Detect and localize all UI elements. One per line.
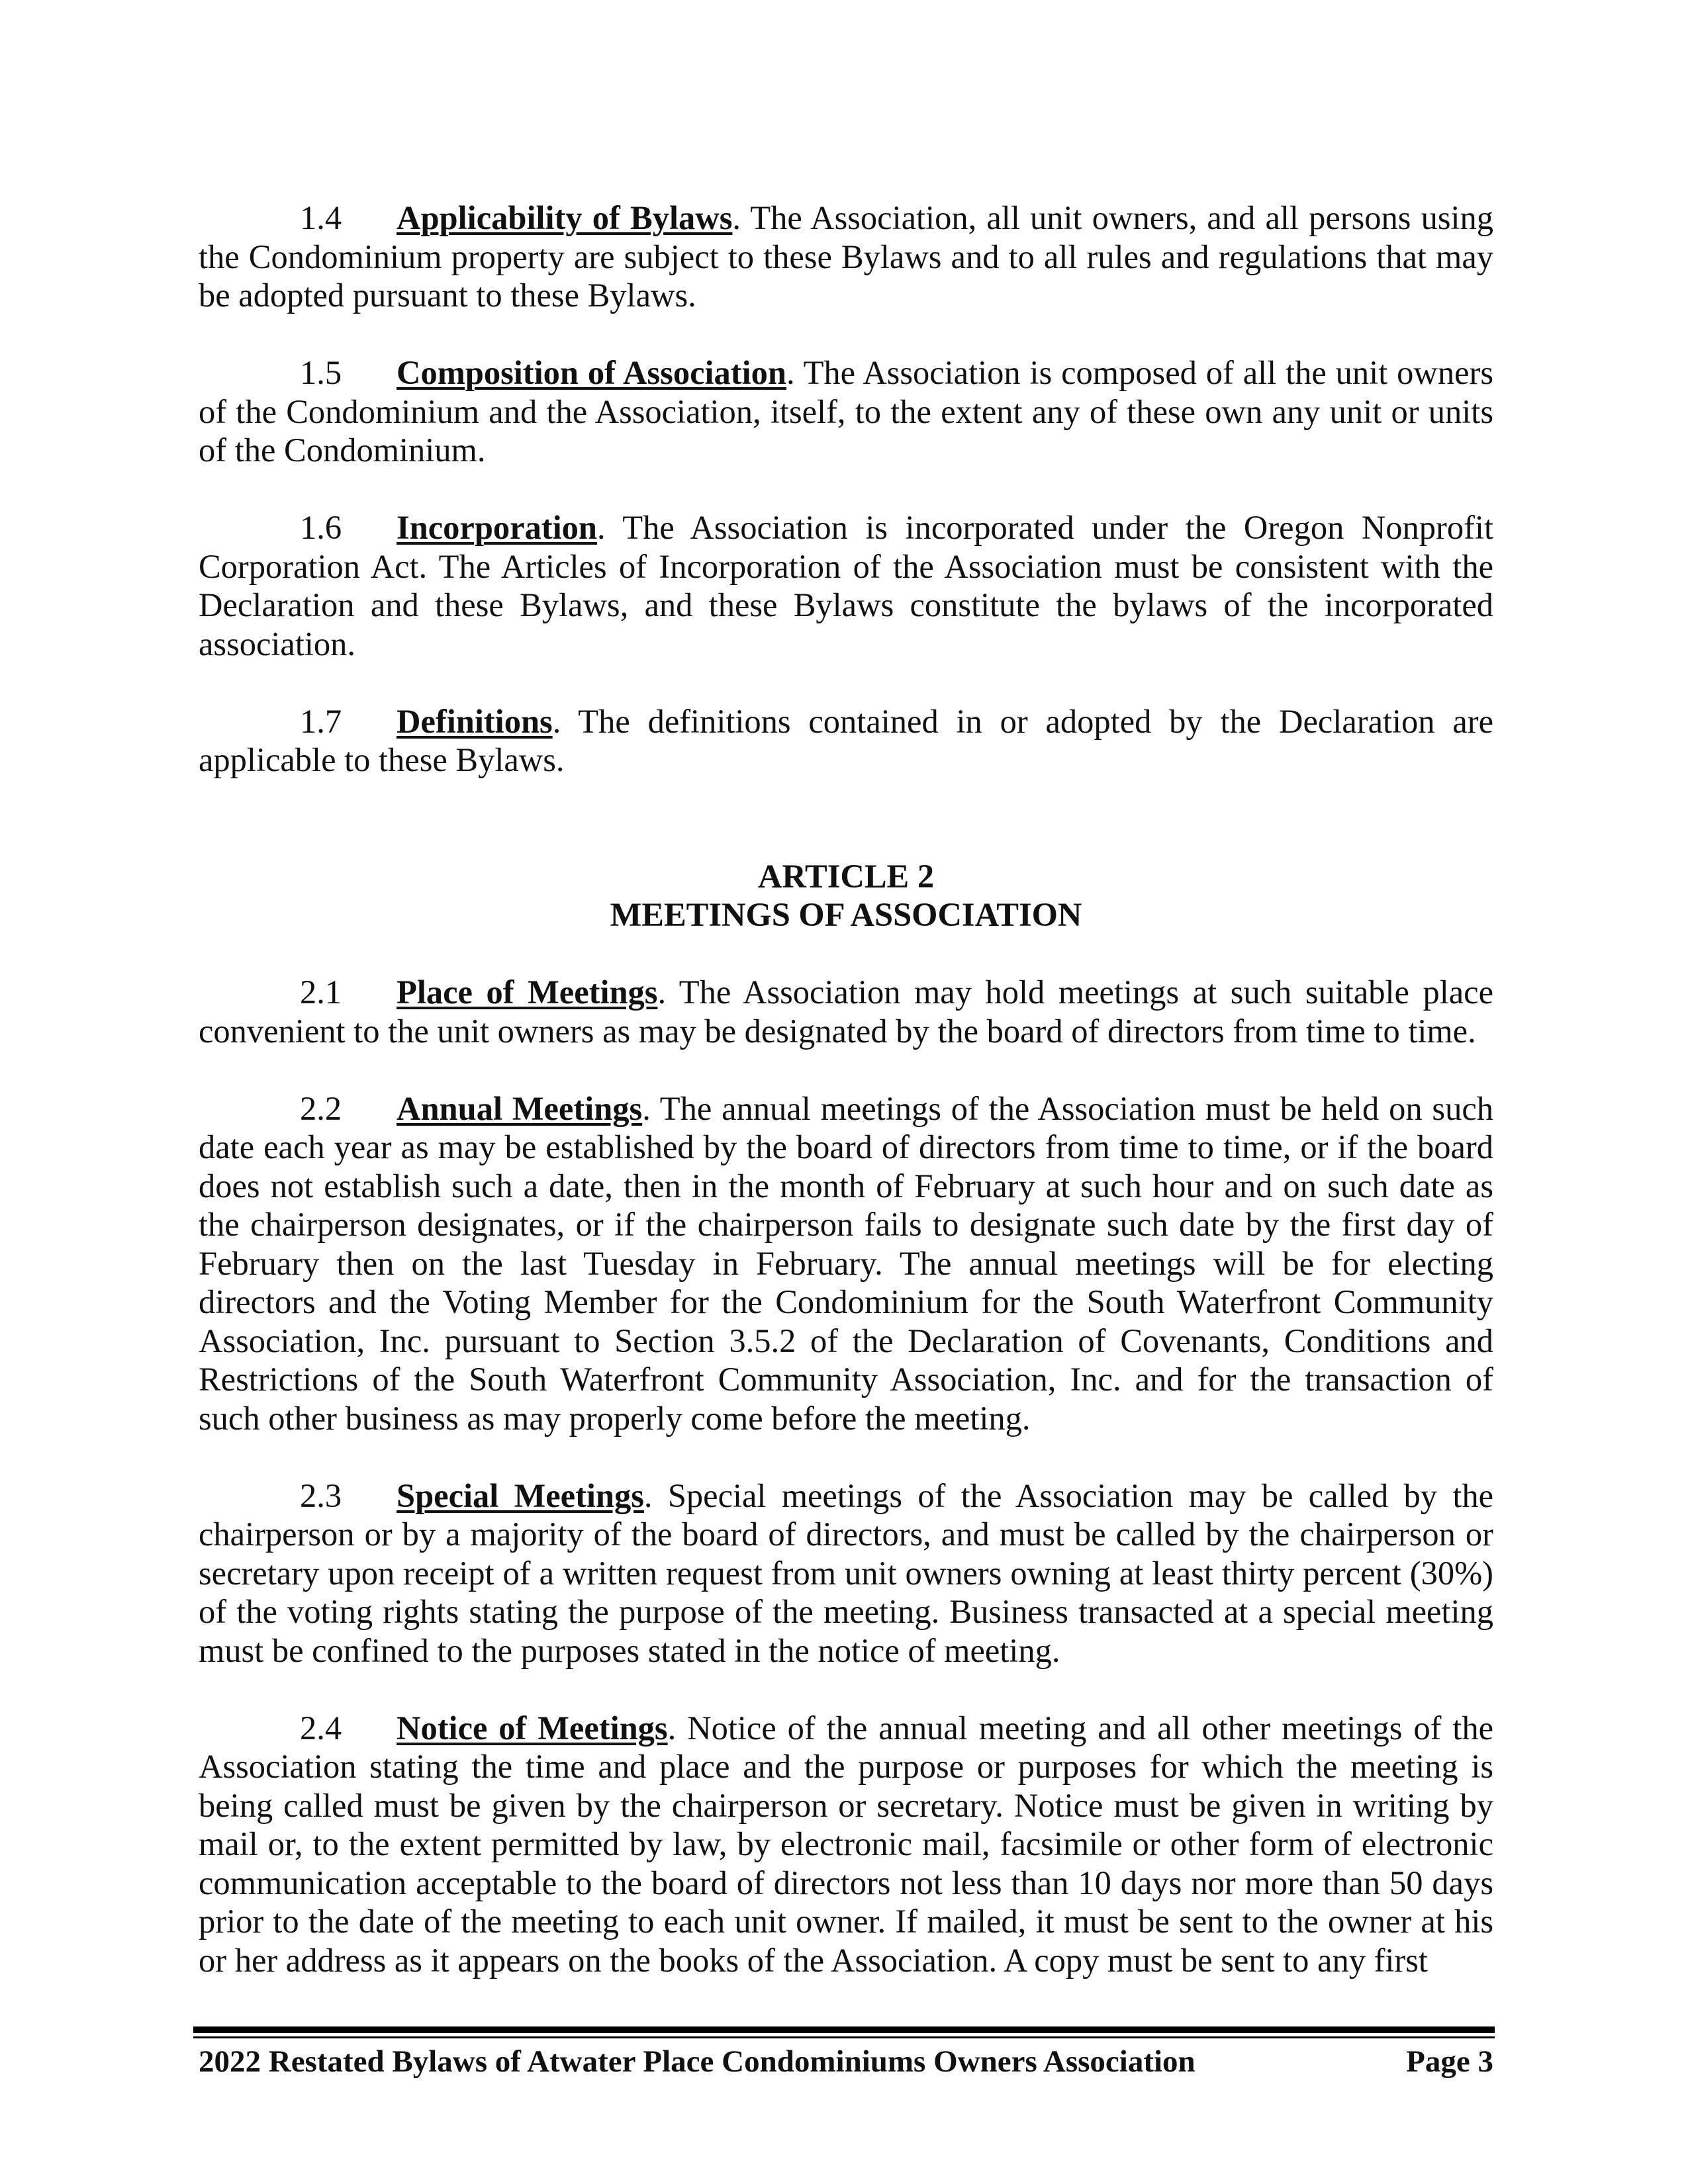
footer-rule-thick bbox=[193, 2026, 1495, 2033]
section-number: 1.5 bbox=[300, 354, 342, 391]
section-text: The annual meetings of the Association must be held on such date each year as may be established by the board of directors from time to time, or if the board does not establish such a date, then in the month of February at such hour and on such date as the chairperson designates, or if the chairperson fails to designate such date by the first day of February then on the last Tuesday in February. The annual meetings will be for electing directors and the Voting Member for the Condominium for the South Waterfront Community Association, Inc. pursuant to Section 3.5.2 of the Declaration of Covenants, Conditions and Restrictions of the South Waterfront Community Association, Inc. and for the transaction of such other business as may properly come before the meeting. bbox=[199, 1089, 1493, 1437]
section-heading: Notice of Meetings bbox=[397, 1709, 668, 1747]
section-1-5: 1.5 Composition of Association. The Association is composed of all the unit owners of the Condominium and the Association, itself, to the extent any of these own any unit or units of the Condominium. bbox=[199, 354, 1493, 469]
section-2-1: 2.1 Place of Meetings. The Association may hold meetings at such suitable place convenient to the unit owners as may be designated by the board of directors from time to time. bbox=[199, 974, 1494, 1050]
section-heading: Special Meetings bbox=[397, 1477, 644, 1514]
section-number: 2.4 bbox=[300, 1709, 342, 1747]
section-number: 2.2 bbox=[300, 1089, 342, 1127]
article-heading bbox=[199, 857, 1493, 934]
section-number: 1.7 bbox=[300, 702, 342, 740]
article-title: MEETINGS OF ASSOCIATION bbox=[610, 896, 1082, 933]
section-2-2: 2.2 Annual Meetings. The annual meetings of the Association must be held on such date each year as may be established by the board of directors from time to time, or if the board does not establish such a date, then in the month of February at such hour and on such date as the chairperson designates, or if the chairperson fails to designate such date by the first day of February then on the last Tuesday in February. The annual meetings will be for electing directors and the Voting Member for the Condominium for the South Waterfront Community Association, Inc. pursuant to Section 3.5.2 of the Declaration of Covenants, Conditions and Restrictions of the South Waterfront Community Association, Inc. and for the transaction of such other business as may properly come before the meeting. bbox=[199, 1089, 1493, 1437]
section-heading: Incorporation bbox=[397, 509, 597, 546]
section-heading: Applicability of Bylaws bbox=[397, 199, 733, 236]
section-heading: Place of Meetings bbox=[397, 974, 658, 1011]
section-heading: Annual Meetings bbox=[397, 1089, 643, 1127]
section-text: The Association is incorporated under the Oregon Nonprofit Corporation Act. The Articles of Incorporation of the Association must be consistent with the Declaration and these Bylaws, and these Bylaws constitute the bylaws of the incorporated association. bbox=[199, 509, 1493, 662]
article-label: ARTICLE 2 bbox=[757, 857, 935, 895]
section-1-7: 1.7 Definitions. The definitions contained in or adopted by the Declaration are applicable to these Bylaws. bbox=[199, 702, 1494, 778]
section-number: 1.6 bbox=[300, 509, 342, 546]
footer-document-title: 2022 Restated Bylaws of Atwater Place Condominiums Owners Association bbox=[199, 2044, 1196, 2079]
section-heading: Composition of Association bbox=[397, 354, 786, 391]
section-number: 2.3 bbox=[300, 1477, 342, 1514]
section-number: 1.4 bbox=[300, 199, 342, 236]
section-1-4: 1.4 Applicability of Bylaws. The Association, all unit owners, and all persons using the Condominium property are subject to these Bylaws and to all rules and regulations that may be adopted pursuant to these Bylaws. bbox=[199, 199, 1494, 314]
section-2-4: 2.4 Notice of Meetings. Notice of the annual meeting and all other meetings of the Association stating the time and place and the purpose or purposes for which the meeting is being called must be given by the chairperson or secretary. Notice must be given in writing by mail or, to the extent permitted by law, by electronic mail, facsimile or other form of electronic communication acceptable to the board of directors not less than 10 days nor more than 50 days prior to the date of the meeting to each unit owner. If mailed, it must be sent to the owner at his or her address as it appears on the books of the Association. A copy must be sent to any first bbox=[199, 1709, 1494, 1979]
section-text: The Association is composed of all the unit owners of the Condominium and the Association, itself, to the extent any of these own any unit or units of the Condominium. bbox=[199, 354, 1493, 469]
section-1-6: 1.6 Incorporation. The Association is incorporated under the Oregon Nonprofit Corporation Act. The Articles of Incorporation of the Association must be consistent with the Declaration and these Bylaws, and these Bylaws constitute the bylaws of the incorporated association. bbox=[199, 509, 1493, 662]
section-text: Special meetings of the Association may be called by the chairperson or by a majority of the board of directors, and must be called by the chairperson or secretary upon receipt of a written request from unit owners owning at least thirty percent (30%) of the voting rights stating the purpose of the meeting. Business transacted at a special meeting must be confined to the purposes stated in the notice of meeting. bbox=[199, 1477, 1494, 1669]
section-text: Notice of the annual meeting and all other meetings of the Association stating the time and place and the purpose or purposes for which the meeting is being called must be given by the chairperson or secretary. Notice must be given in writing by mail or, to the extent permitted by law, by electronic mail, facsimile or other form of electronic communication acceptable to the board of directors not less than 10 days nor more than 50 days prior to the date of the meeting to each unit owner. If mailed, it must be sent to the owner at his or her address as it appears on the books of the Association. A copy must be sent to any first bbox=[199, 1709, 1494, 1979]
section-heading: Definitions bbox=[397, 702, 553, 740]
section-number: 2.1 bbox=[300, 974, 342, 1011]
section-text: The Association, all unit owners, and all persons using the Condominium property are subject to these Bylaws and to all rules and regulations that may be adopted pursuant to these Bylaws. bbox=[199, 199, 1494, 314]
section-text: The definitions contained in or adopted by the Declaration are applicable to these Bylaws. bbox=[199, 702, 1494, 778]
section-2-3: 2.3 Special Meetings. Special meetings of the Association may be called by the chairperson or by a majority of the board of directors, and must be called by the chairperson or secretary upon receipt of a written request from unit owners owning at least thirty percent (30%) of the voting rights stating the purpose of the meeting. Business transacted at a special meeting must be confined to the purposes stated in the notice of meeting. bbox=[199, 1477, 1494, 1669]
document-body bbox=[199, 199, 1493, 1979]
footer-page-number: Page 3 bbox=[1406, 2044, 1493, 2079]
section-text: The Association may hold meetings at such suitable place convenient to the unit owners as may be designated by the board of directors from time to time. bbox=[199, 974, 1494, 1050]
footer-rule-thin bbox=[193, 2036, 1495, 2038]
